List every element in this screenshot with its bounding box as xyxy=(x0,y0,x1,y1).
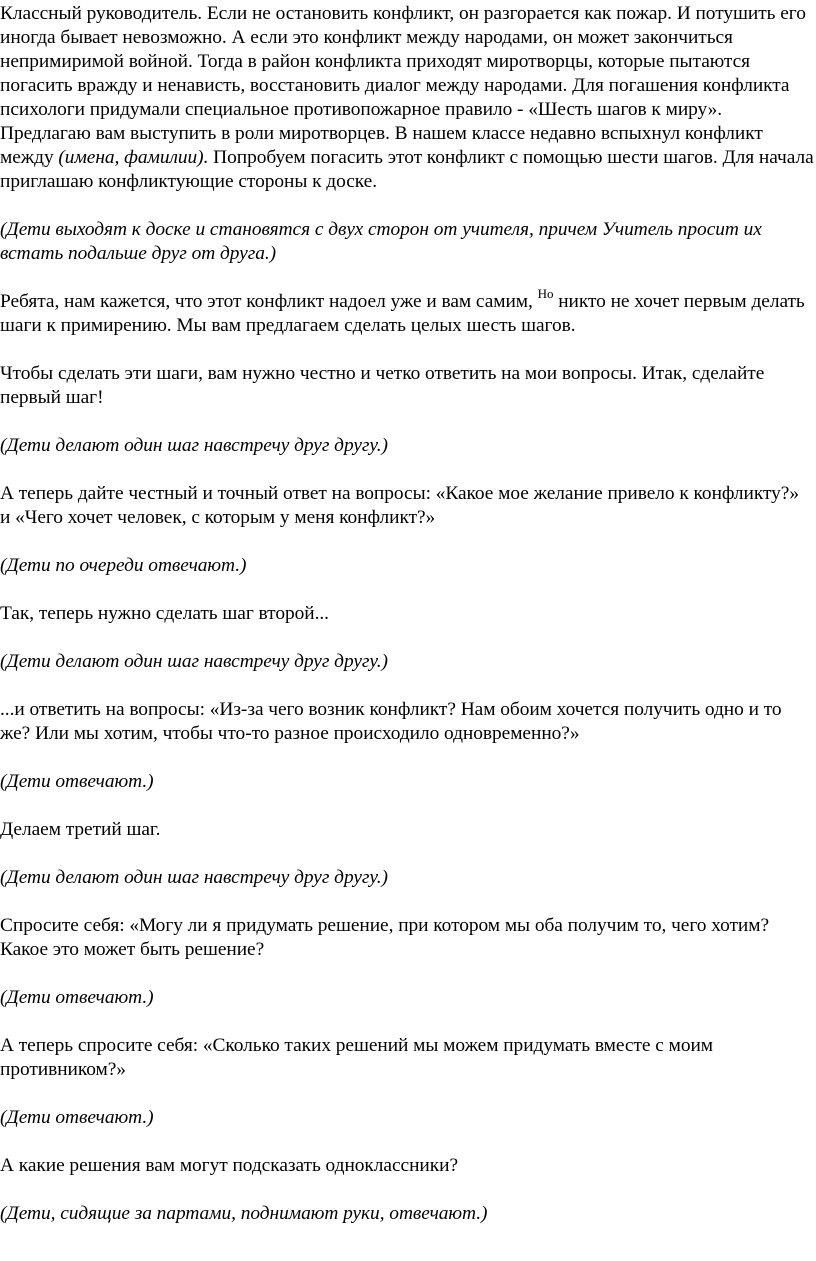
document-page xyxy=(0,2,814,1250)
stage-direction-6: (Дети делают один шаг навстречу друг другу.) xyxy=(0,867,388,888)
paragraph-14: Спросите себя: «Могу ли я придумать решение, при котором мы оба получим то, чего хотим? Какое это может быть решение? xyxy=(0,915,770,960)
stage-direction-4: (Дети делают один шаг навстречу друг другу.) xyxy=(0,651,388,672)
paragraph-4: Чтобы сделать эти шаги, вам нужно честно и четко ответить на мои вопросы. Итак, сделайте первый шаг! xyxy=(0,363,765,408)
intro-names-placeholder: (имена, фамилии). xyxy=(58,147,209,168)
paragraph-3 xyxy=(0,286,814,338)
paragraph-18: А какие решения вам могут подсказать одноклассники? xyxy=(0,1155,459,1176)
paragraph-12: Делаем третий шаг. xyxy=(0,819,161,840)
stage-direction-7: (Дети отвечают.) xyxy=(0,987,154,1008)
paragraph-16: А теперь спросите себя: «Сколько таких решений мы можем придумать вместе с моим противником?» xyxy=(0,1035,714,1080)
stage-direction-1: (Дети выходят к доске и становятся с двух сторон от учителя, причем Учитель просит их встать подальше друг от друга.) xyxy=(0,219,762,264)
stage-direction-8: (Дети отвечают.) xyxy=(0,1107,154,1128)
intro-text-end: Попробуем погасить этот конфликт с помощью шести шагов. Для начала приглашаю конфликтующие стороны к доске. xyxy=(0,147,814,192)
paragraph-10: ...и ответить на вопросы: «Из-за чего возник конфликт? Нам обоим хочется получить одно и то же? Или мы хотим, чтобы что-то разное происходило одновременно?» xyxy=(0,699,782,744)
stage-direction-9: (Дети, сидящие за партами, поднимают руки, отвечают.) xyxy=(0,1203,488,1224)
paragraph-3-end: никто не хочет первым делать шаги к примирению. Мы вам предлагаем сделать целых шесть шагов. xyxy=(0,291,805,336)
paragraph-8: Так, теперь нужно сделать шаг второй... xyxy=(0,603,329,624)
superscript-note: Но xyxy=(537,286,554,301)
paragraph-3-start: Ребята, нам кажется, что этот конфликт надоел уже и вам самим, xyxy=(0,291,538,312)
intro-paragraph xyxy=(0,2,814,194)
paragraph-6: А теперь дайте честный и точный ответ на вопросы: «Какое мое желание привело к конфликту?» и «Чего хочет человек, с которым у меня конфликт?» xyxy=(0,483,800,528)
stage-direction-3: (Дети по очереди отвечают.) xyxy=(0,555,247,576)
stage-direction-5: (Дети отвечают.) xyxy=(0,771,154,792)
intro-text-start: Классный руководитель. Если не остановить конфликт, он разгорается как пожар. И потушить его иногда бывает невозможно. А если это конфликт между народами, он может закончиться непримиримой войной. Тогда в район конфликта приходят миротворцы, которые пытаются погасить вражду и ненависть, восстановить диалог между народами. Для погашения конфликта психологи придумали специальное противопожарное правило - «Шесть шагов к миру». Предлагаю вам выступить в роли миротворцев. В нашем классе недавно вспыхнул конфликт между xyxy=(0,3,806,168)
stage-direction-2: (Дети делают один шаг навстречу друг другу.) xyxy=(0,435,388,456)
